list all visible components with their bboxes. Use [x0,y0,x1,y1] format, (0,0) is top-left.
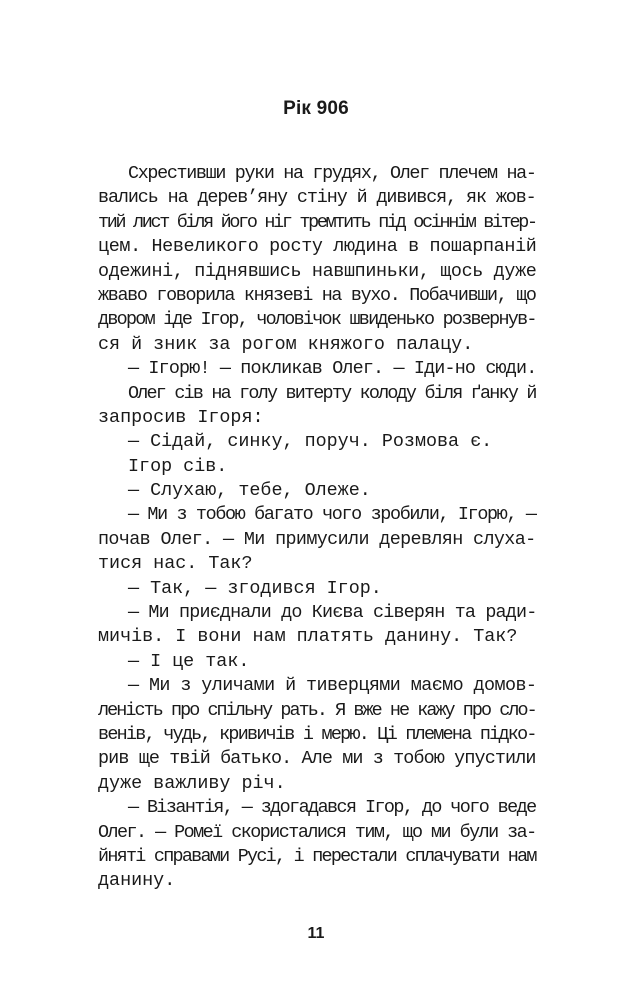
text-line: — Ми приєднали до Києва сіверян та ради- [128,602,537,624]
text-line: одежині, піднявшись навшпиньки, щось дуже [98,260,537,282]
text-line: тий лист біля його ніг тремтить під осіннім вітер- [98,211,536,233]
text-line: Ігор сів. [128,455,228,477]
text-line: дуже важливу річ. [98,772,286,794]
text-line: йняті справами Русі, і перестали сплачувати нам [98,845,536,867]
text-line: леність про спільну рать. Я вже не кажу про сло- [98,699,536,721]
page-number: 11 [307,925,325,942]
text-line: Олег. — Ромеї скористалися тим, що ми були за- [98,821,536,843]
chapter-title: Рік 906 [283,98,349,119]
text-line: цем. Невеликого росту людина в пошарпаній [98,236,537,258]
text-line: почав Олег. — Ми примусили деревлян слуха- [98,528,536,550]
text-line: — Ми з тобою багато чого зробили, Ігорю, — [128,504,536,526]
text-line: — Слухаю, тебе, Олеже. [128,480,371,502]
text-line: — Сідай, синку, поруч. Розмова є. [128,431,493,453]
text-line: — Так, — згодився Ігор. [128,577,382,599]
text-line: рив ще твій батько. Але ми з тобою упустили [98,748,536,770]
text-line: — І це так. [128,650,250,672]
text-line: вались на дерев’яну стіну й дивився, як жов- [98,187,536,209]
text-line: двором іде Ігор, чоловічок швиденько розвернув- [98,309,536,331]
text-line: Олег сів на голу витерту колоду біля ґанку й [128,382,536,404]
text-line: данину. [98,870,176,892]
text-line: Схрестивши руки на грудях, Олег плечем на- [128,163,536,184]
text-line: тися нас. Так? [98,553,253,575]
text-line: венів, чудь, кривичів і мерю. Ці племена підко- [98,723,536,745]
text-line: ся й зник за рогом княжого палацу. [98,333,474,355]
text-line: мичів. І вони нам платять данину. Так? [98,626,518,648]
text-line: — Ігорю! — покликав Олег. — Іди-но сюди. [128,358,537,380]
text-line: — Ми з уличами й тиверцями маємо домов- [128,675,537,697]
text-line: — Візантія, — здогадався Ігор, до чого веде [128,797,536,819]
text-line: жваво говорила князеві на вухо. Побачивши, що [98,284,536,306]
body-text [98,162,536,894]
text-line: запросив Ігоря: [98,406,264,428]
